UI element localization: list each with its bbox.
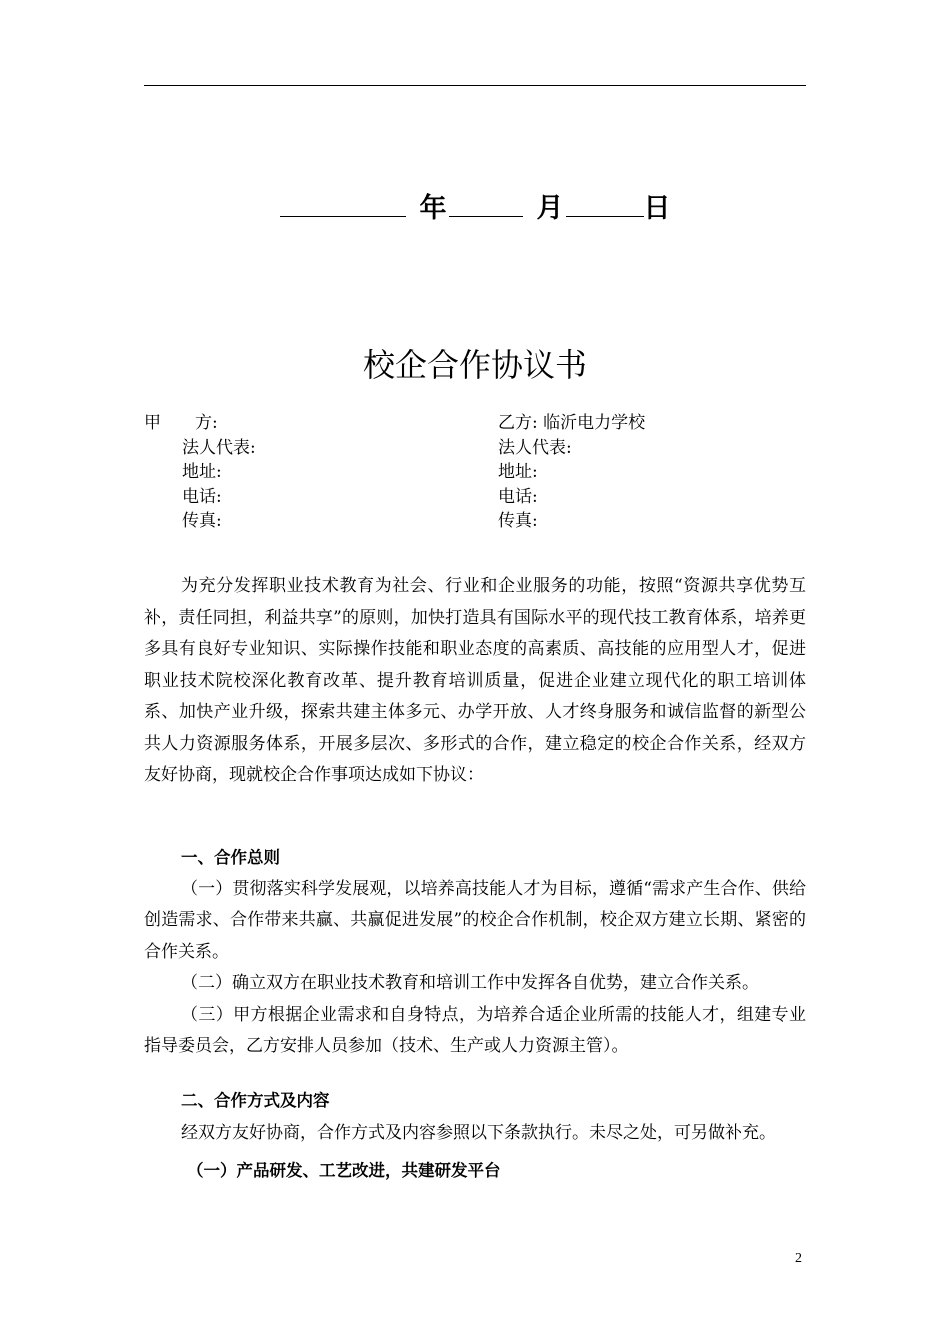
preamble-paragraph: 为充分发挥职业技术教育为社会、行业和企业服务的功能，按照“资源共享优势互补，责任同担，利益共享”的原则，加快打造具有国际水平的现代技工教育体系，培养更多具有良好专业知识、实际操作技能和职业态度的高素质、高技能的应用型人才，促进职业技术院校深化教育改革、提升教育培训质量，促进企业建立现代化的职工培训体系、加快产业升级，探索共建主体多元、办学开放、人才终身服务和诚信监督的新型公共人力资源服务体系，开展多层次、多形式的合作，建立稳定的校企合作关系，经双方友好协商，现就校企合作事项达成如下协议：	[144, 576, 806, 785]
page-number: 2	[795, 1251, 802, 1266]
party-a-phone: 电话:	[182, 486, 222, 507]
day-label: 日	[643, 193, 671, 224]
section-1	[144, 842, 806, 1063]
party-b-legal-rep: 法人代表:	[498, 437, 572, 458]
section-2-intro: 经双方友好协商，合作方式及内容参照以下条款执行。未尽之处，可另做补充。	[181, 1122, 776, 1143]
section-1-item-2: （二）确立双方在职业技术教育和培训工作中发挥各自优势，建立合作关系。	[181, 973, 759, 993]
party-a-address: 地址:	[182, 462, 222, 482]
party-a-label: 甲 方:	[144, 413, 218, 433]
day-blank[interactable]	[566, 190, 644, 217]
section-1-item-1: （一）贯彻落实科学发展观，以培养高技能人才为目标，遵循“需求产生合作、供给创造需求、合作带来共赢、共赢促进发展”的校企合作机制，校企双方建立长期、紧密的合作关系。	[144, 878, 806, 962]
preamble-block	[144, 571, 806, 792]
year-blank[interactable]	[280, 190, 406, 217]
party-b-fax: 传真:	[498, 511, 538, 531]
party-a-block	[144, 411, 256, 534]
month-label: 月	[536, 193, 564, 224]
year-label: 年	[419, 193, 447, 224]
section-1-heading: 一、合作总则	[181, 848, 280, 867]
party-a-fax: 传真:	[182, 511, 222, 531]
section-2-subheading-1: （一）产品研发、工艺改进，共建研发平台	[187, 1160, 501, 1180]
section-1-item-3: （三）甲方根据企业需求和自身特点，为培养合适企业所需的技能人才，组建专业指导委员会，乙方安排人员参加（技术、生产或人力资源主管）。	[144, 1004, 806, 1056]
header-rule	[144, 85, 806, 86]
section-2	[144, 1085, 806, 1186]
party-b-address: 地址:	[498, 462, 538, 482]
party-b-label: 乙方: 临沂电力学校	[498, 413, 646, 433]
month-blank[interactable]	[449, 190, 523, 217]
party-b-block	[498, 411, 645, 534]
date-line	[0, 190, 950, 227]
party-a-legal-rep: 法人代表:	[182, 437, 256, 458]
section-2-heading: 二、合作方式及内容	[181, 1091, 330, 1110]
party-b-phone: 电话:	[498, 486, 538, 507]
document-title: 校企合作协议书	[362, 346, 587, 384]
